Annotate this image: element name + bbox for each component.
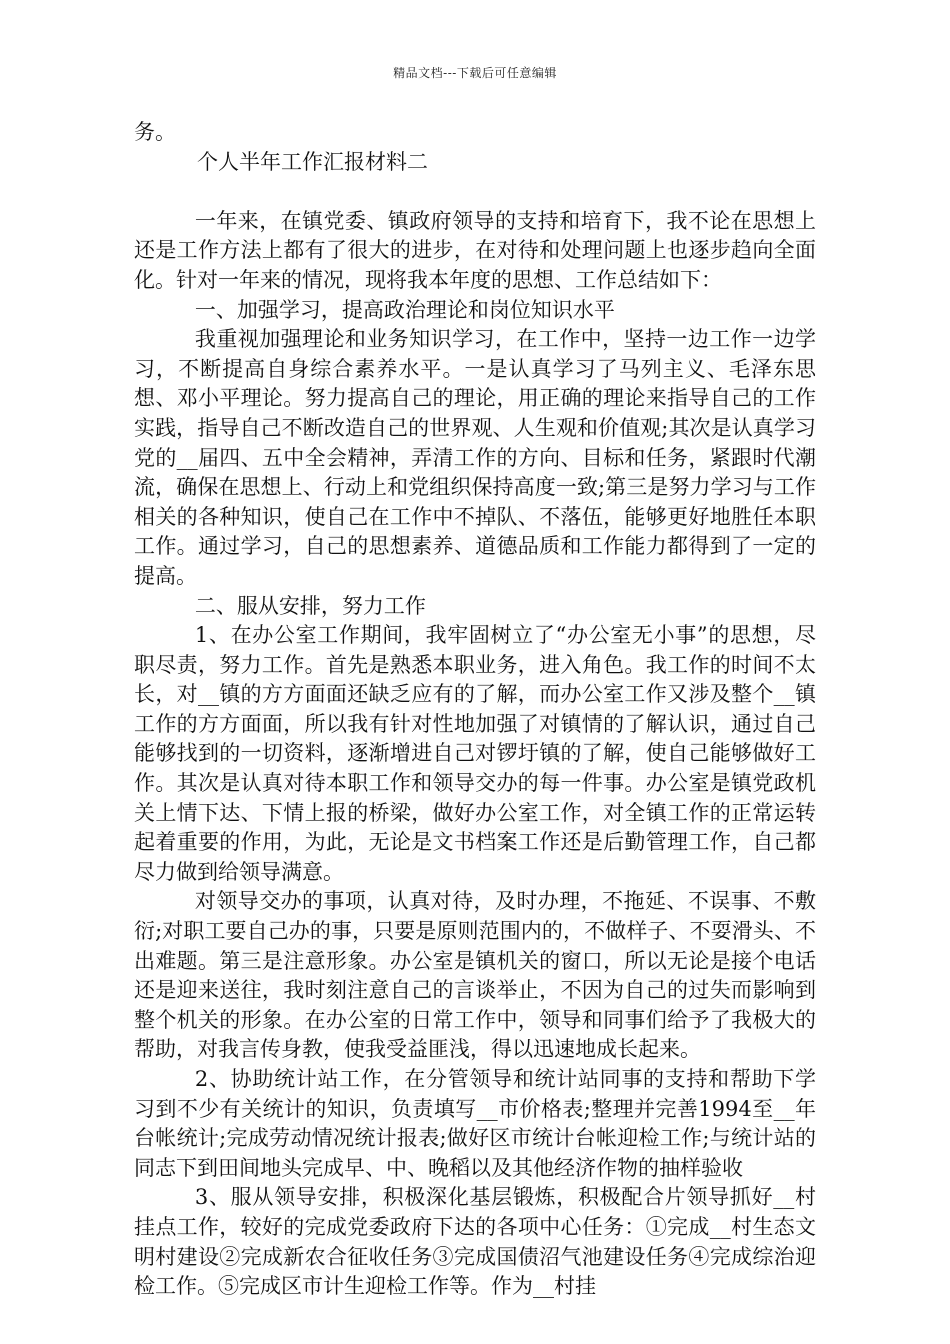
body-paragraph: 对领导交办的事项，认真对待，及时办理，不拖延、不误事、不敷衍;对职工要自己办的事，只要是原则范围内的，不做样子、不耍滑头、不出难题。第三是注意形象。办公室是镇机关的窗口，所以无论是接个电话还是迎来送往，我时刻注意自己的言谈举止，不因为自己的过失而影响到整个机关的形象。在办公室的日常工作中，领导和同事们给予了我极大的帮助，对我言传身教，使我受益匪浅，得以迅速地成长起来。	[134, 889, 816, 1062]
page-header: 精品文档---下载后可任意编辑	[393, 66, 557, 80]
body-paragraph: 2、协助统计站工作，在分管领导和统计站同事的支持和帮助下学习到不少有关统计的知识，负责填写__市价格表;整理并完善1994至__年台帐统计;完成劳动情况统计报表;做好区市统计台帐迎检工作;与统计站的同志下到田间地头完成早、中、晚稻以及其他经济作物的抽样验收	[134, 1067, 816, 1180]
document-title: 个人半年工作汇报材料二	[197, 149, 428, 174]
document-body	[134, 118, 816, 1302]
continuation-text: 务。	[134, 120, 176, 144]
body-paragraph: 我重视加强理论和业务知识学习，在工作中，坚持一边工作一边学习，不断提高自身综合素养水平。一是认真学习了马列主义、毛泽东思想、邓小平理论。努力提高自己的理论，用正确的理论来指导自己的工作实践，指导自己不断改造自己的世界观、人生观和价值观;其次是认真学习党的__届四、五中全会精神，弄清工作的方向、目标和任务，紧跟时代潮流，确保在思想上、行动上和党组织保持高度一致;第三是努力学习与工作相关的各种知识，使自己在工作中不掉队、不落伍，能够更好地胜任本职工作。通过学习，自己的思想素养、道德品质和工作能力都得到了一定的提高。	[134, 327, 816, 588]
section-heading-2: 二、服从安排，努力工作	[194, 593, 426, 618]
section-heading-1: 一、加强学习，提高政治理论和岗位知识水平	[194, 297, 615, 322]
intro-paragraph: 一年来，在镇党委、镇政府领导的支持和培育下，我不论在思想上还是工作方法上都有了很大的进步，在对待和处理问题上也逐步趋向全面化。针对一年来的情况，现将我本年度的思想、工作总结如下：	[134, 208, 816, 292]
body-paragraph: 1、在办公室工作期间，我牢固树立了“办公室无小事”的思想，尽职尽责，努力工作。首先是熟悉本职业务，进入角色。我工作的时间不太长，对__镇的方方面面还缺乏应有的了解，而办公室工作又涉及整个__镇工作的方方面面，所以我有针对性地加强了对镇情的了解认识，通过自己能够找到的一切资料，逐渐增进自己对锣圩镇的了解，使自己能够做好工作。其次是认真对待本职工作和领导交办的每一件事。办公室是镇党政机关上情下达、下情上报的桥梁，做好办公室工作，对全镇工作的正常运转起着重要的作用，为此，无论是文书档案工作还是后勤管理工作，自己都尽力做到给领导满意。	[134, 623, 816, 884]
body-paragraph: 3、服从领导安排，积极深化基层锻炼，积极配合片领导抓好__村挂点工作，较好的完成党委政府下达的各项中心任务：①完成__村生态文明村建设②完成新农合征收任务③完成国债沼气池建设任务④完成综治迎检工作。⑤完成区市计生迎检工作等。作为__村挂	[134, 1185, 816, 1299]
